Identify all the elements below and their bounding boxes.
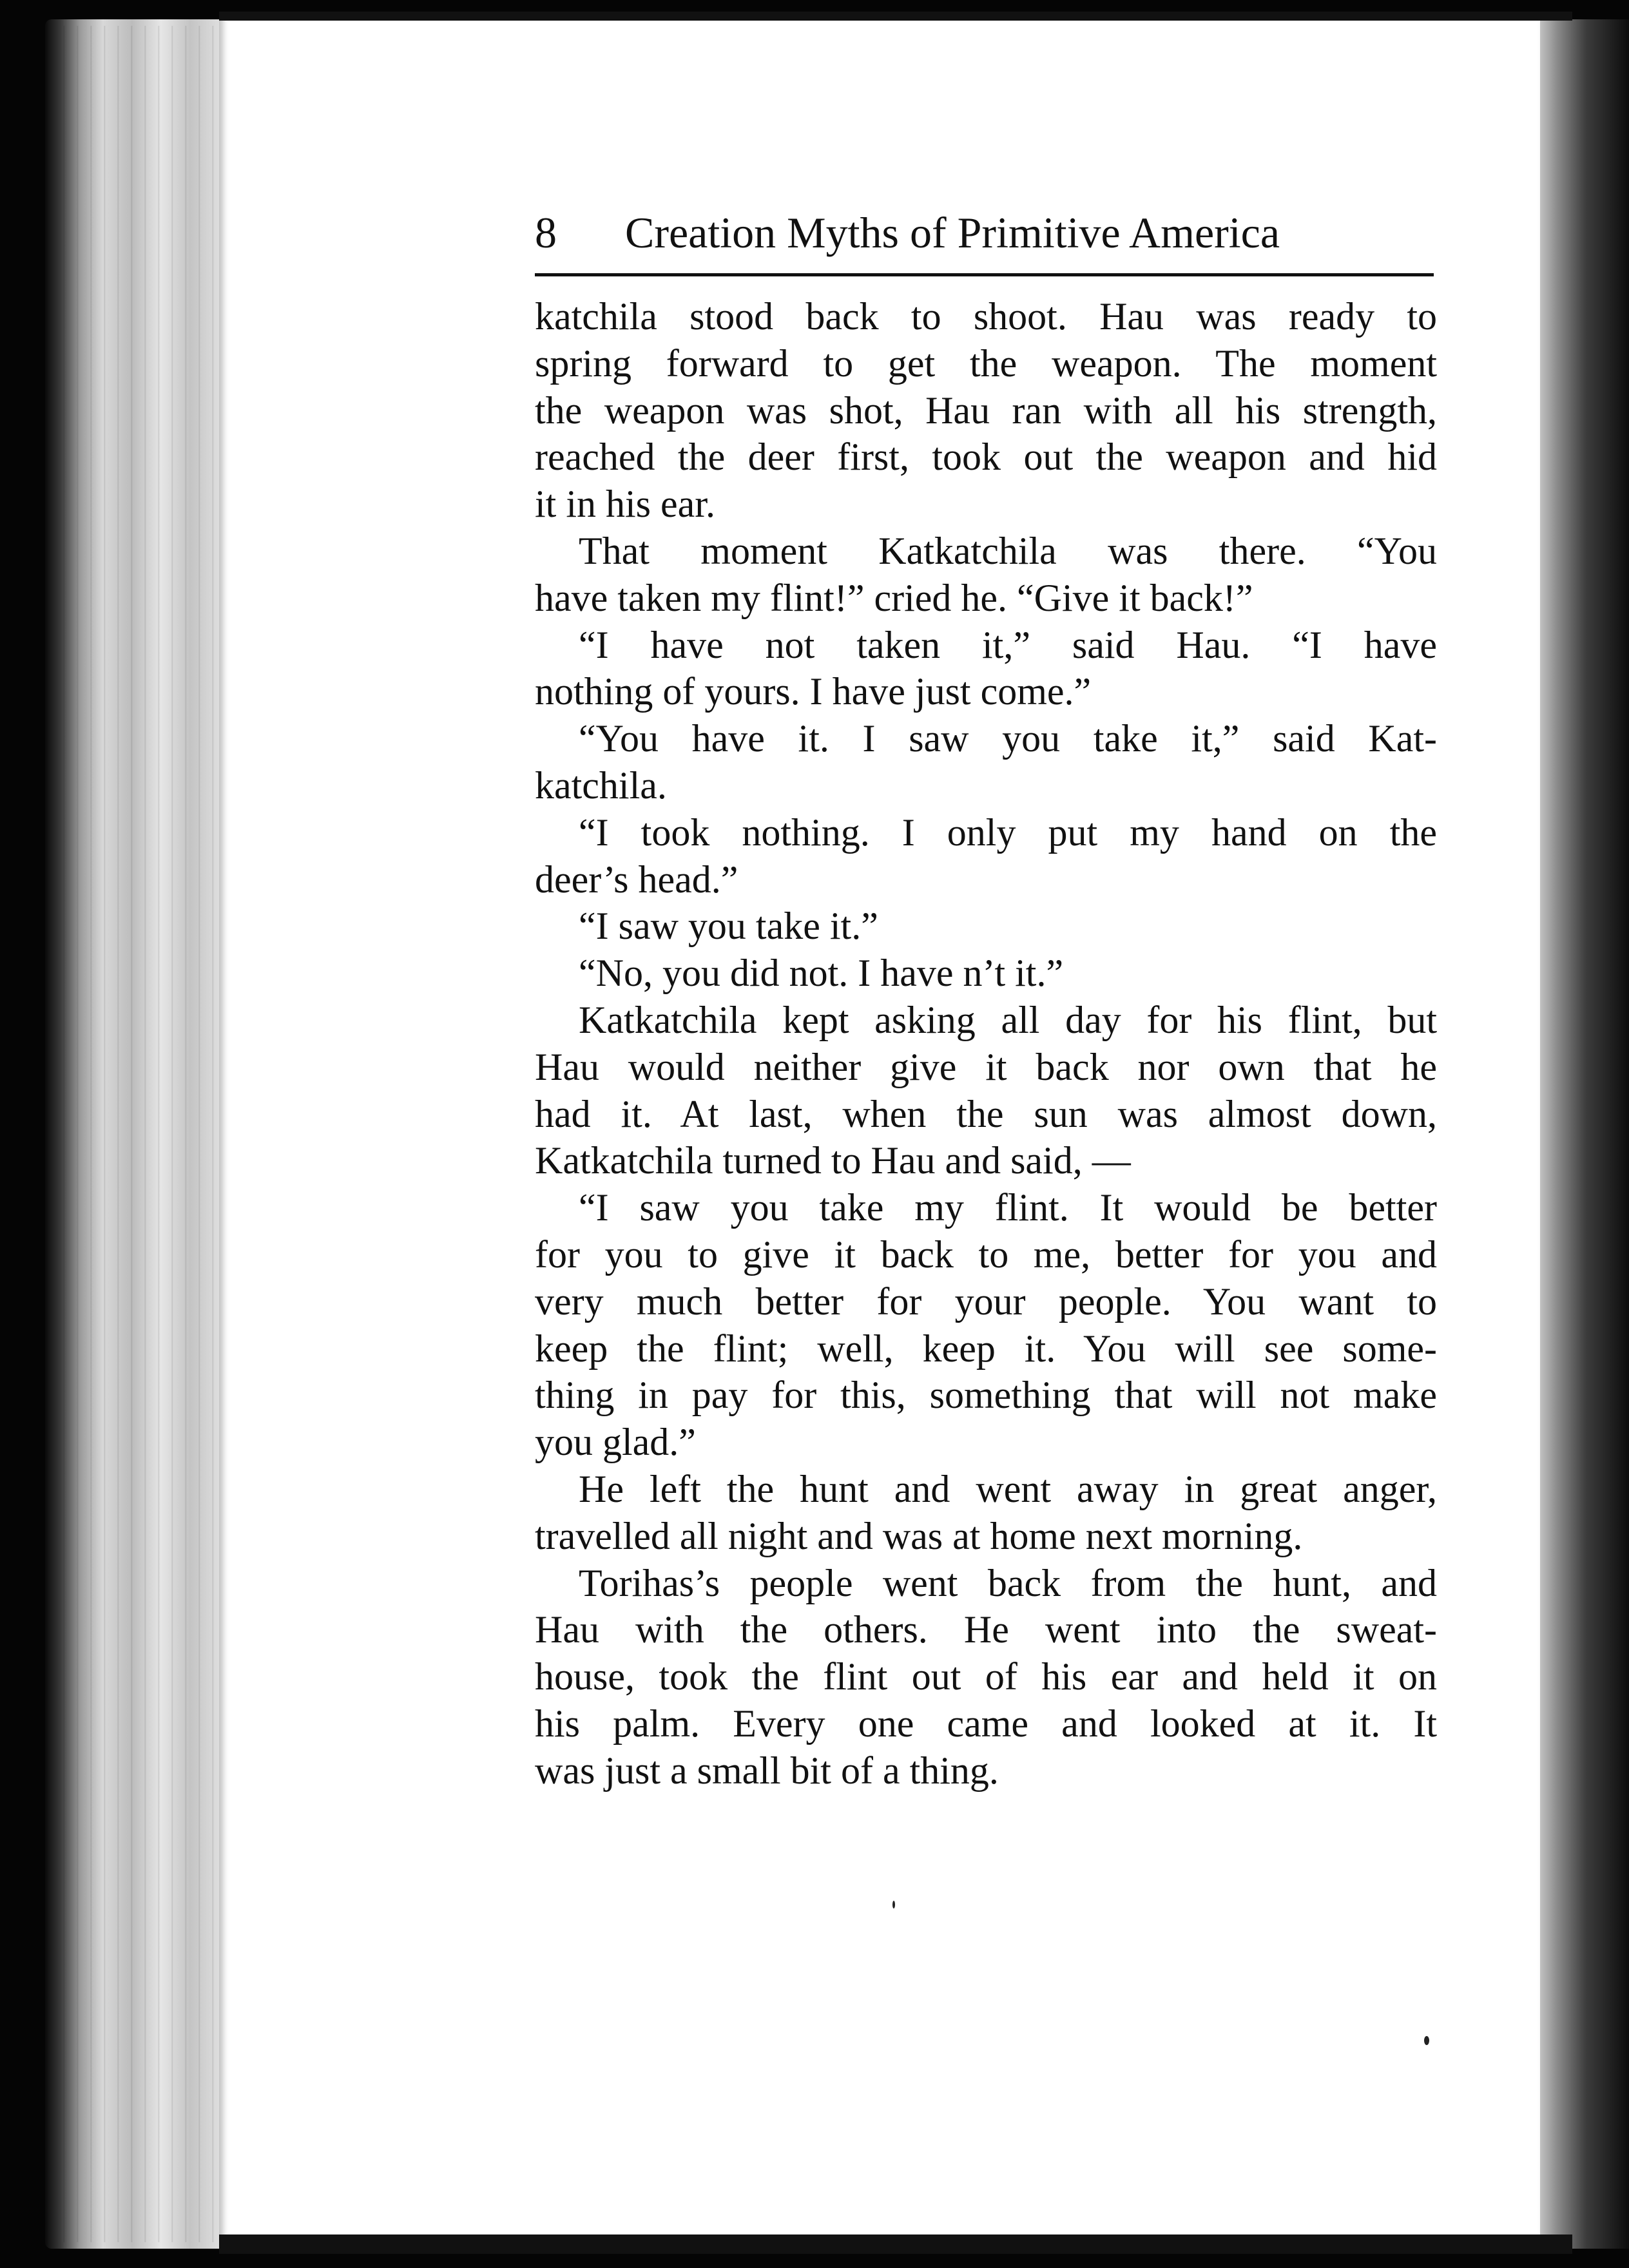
text-line: have taken my flint!” cried he. “Give it back!” xyxy=(535,576,1253,619)
text-line: “I saw you take it.” xyxy=(579,905,878,948)
scan-speck xyxy=(1424,2036,1429,2045)
header-rule xyxy=(535,273,1434,276)
text-line: the weapon was shot, Hau ran with all his strength, xyxy=(535,389,1437,432)
text-line: “I have not taken it,” said Hau. “I have xyxy=(579,623,1437,666)
text-line: keep the flint; well, keep it. You will see some- xyxy=(535,1327,1437,1370)
text-line: reached the deer first, took out the weapon and hid xyxy=(535,436,1437,479)
text-line: Katkatchila kept asking all day for his flint, but xyxy=(579,998,1437,1041)
text-line: He left the hunt and went away in great anger, xyxy=(579,1467,1437,1510)
text-line: “I saw you take my flint. It would be better xyxy=(579,1186,1437,1229)
running-head xyxy=(535,207,1434,267)
page-number: 8 xyxy=(535,208,557,257)
scan-top-border xyxy=(219,12,1572,21)
text-line: “No, you did not. I have n’t it.” xyxy=(579,952,1064,995)
text-line: it in his ear. xyxy=(535,483,715,526)
text-line: Hau would neither give it back nor own that he xyxy=(535,1045,1437,1088)
text-line: Katkatchila turned to Hau and said, — xyxy=(535,1139,1131,1182)
text-line: “I took nothing. I only put my hand on the xyxy=(579,811,1437,854)
book-edge-right xyxy=(1534,19,1629,2249)
text-line: house, took the flint out of his ear and held it on xyxy=(535,1655,1437,1698)
text-line: had it. At last, when the sun was almost down, xyxy=(535,1092,1437,1135)
text-line: deer’s head.” xyxy=(535,858,738,901)
text-line: spring forward to get the weapon. The moment xyxy=(535,341,1437,385)
text-line: Torihas’s people went back from the hunt, and xyxy=(579,1561,1437,1604)
text-line: thing in pay for this, something that will not make xyxy=(535,1374,1437,1417)
text-line: was just a small bit of a thing. xyxy=(535,1749,999,1792)
body-text xyxy=(535,293,1437,1794)
text-line: “You have it. I saw you take it,” said Kat- xyxy=(579,717,1437,760)
running-title: Creation Myths of Primitive America xyxy=(625,208,1280,257)
text-line: nothing of yours. I have just come.” xyxy=(535,670,1092,713)
text-line: very much better for your people. You want to xyxy=(535,1280,1437,1323)
text-line: you glad.” xyxy=(535,1421,696,1464)
scan-bottom-border xyxy=(219,2234,1572,2254)
text-line: That moment Katkatchila was there. “You xyxy=(579,529,1437,572)
scan-speck xyxy=(892,1901,895,1908)
text-line: katchila. xyxy=(535,764,667,807)
text-line: his palm. Every one came and looked at it. It xyxy=(535,1702,1437,1745)
text-line: travelled all night and was at home next morning. xyxy=(535,1514,1303,1557)
text-line: for you to give it back to me, better for you and xyxy=(535,1233,1437,1276)
page-edge-texture xyxy=(52,26,238,2242)
text-line: katchila stood back to shoot. Hau was ready to xyxy=(535,295,1437,338)
text-line: Hau with the others. He went into the sweat- xyxy=(535,1608,1437,1651)
